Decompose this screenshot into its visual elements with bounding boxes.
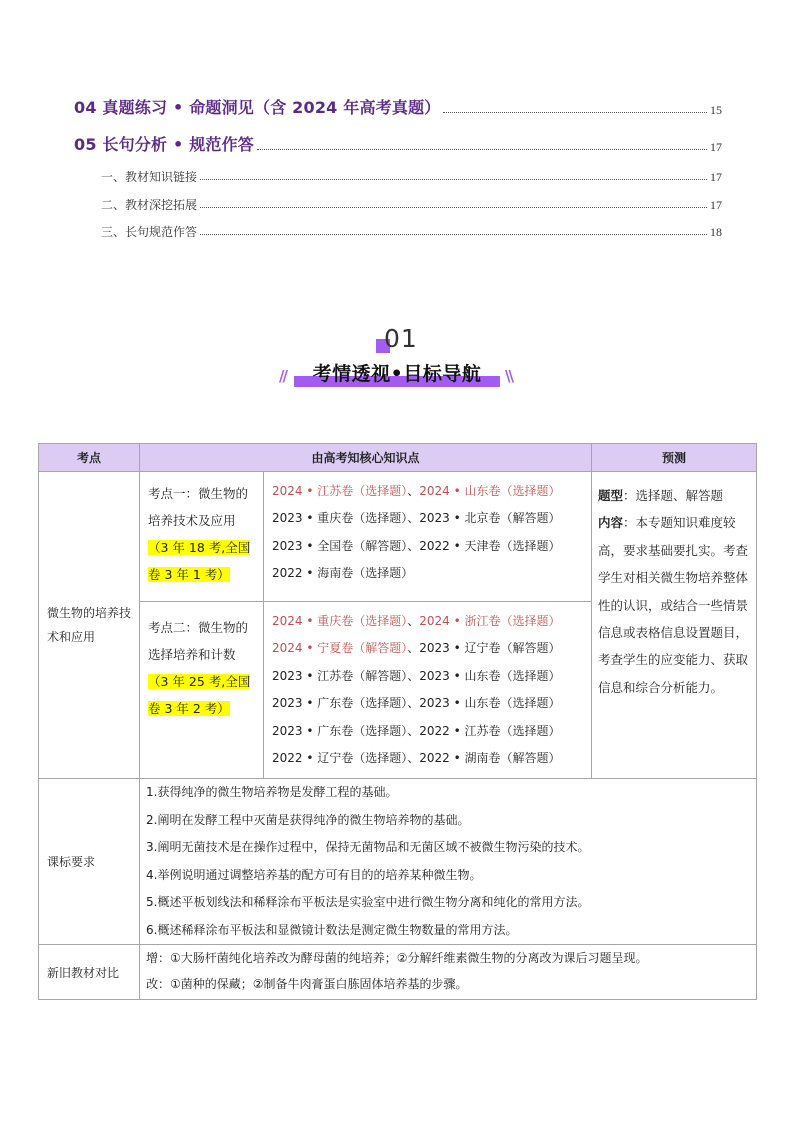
exam-line: [272, 533, 591, 560]
prediction-type-label: 题型: [598, 488, 624, 503]
exam-entry: 2022 • 海南卷（选择题）: [272, 566, 414, 581]
toc-page-number: 17: [710, 170, 722, 184]
toc-subentry-3[interactable]: [101, 223, 722, 240]
toc-subentry-2[interactable]: [101, 196, 722, 213]
compare-list: [140, 945, 757, 1000]
table-header-row: [39, 444, 757, 472]
toc-leader-dots: [443, 111, 707, 113]
list-item: 3.阐明无菌技术是在操作过程中，保持无菌物品和无菌区域不被微生物污染的技术。: [146, 840, 590, 855]
toc-leader-dots: [200, 178, 707, 180]
exam-entry-new: 2024 • 宁夏卷（解答题）: [272, 641, 408, 656]
exam-line: [272, 478, 591, 505]
toc-entry-label: 一、教材知识链接: [101, 170, 198, 184]
list-item: 改：①菌种的保藏；②制备牛肉膏蛋白胨固体培养基的步骤。: [146, 977, 468, 992]
list-item: 2.阐明在发酵工程中灭菌是获得纯净的微生物培养物的基础。: [146, 812, 470, 827]
toc-page-number: 17: [710, 140, 722, 154]
toc-page-number: 15: [710, 103, 722, 117]
prediction-content-label: 内容: [598, 515, 624, 531]
list-item: 6.概述稀释涂布平板法和显微镜计数法是测定微生物数量的常用方法。: [146, 922, 518, 937]
exam-line: [272, 663, 591, 690]
exam-entry: 2022 • 辽宁卷（选择题）、2022 • 湖南卷（解答题）: [272, 751, 561, 766]
topic-cell: 微生物的培养技术和应用: [39, 472, 140, 779]
section-title: 考情透视•目标导航: [312, 363, 482, 385]
exam-entry: 2023 • 江苏卷（解答题）、2023 • 山东卷（选择题）: [272, 668, 561, 683]
exam-entry: 2023 • 广东卷（选择题）、2023 • 山东卷（选择题）: [272, 696, 561, 711]
exam-line: [272, 690, 591, 717]
header-core-knowledge: 由高考知核心知识点: [140, 444, 592, 472]
standards-list: [140, 779, 757, 945]
exam-analysis-table: [38, 443, 757, 1000]
point-title: 考点二：微生物的选择培养和计数: [148, 620, 249, 662]
header-prediction: 预测: [592, 444, 757, 472]
toc-entry-label: 05 长句分析 • 规范作答: [74, 135, 255, 154]
left-slash-decoration: //: [279, 367, 286, 385]
point-cell: [140, 472, 264, 602]
exam-entry-new: 2024 • 山东卷（选择题）: [419, 484, 561, 498]
list-item: 5.概述平板划线法和稀释涂布平板法是实验室中进行微生物分离和纯化的常用方法。: [146, 895, 590, 910]
list-item: 增：①大肠杆菌纯化培养改为酵母菌的纯培养；②分解纤维素微生物的分离改为课后习题呈现。: [146, 951, 648, 966]
right-slash-decoration: \\: [505, 367, 512, 385]
table-row: [39, 945, 757, 1000]
header-topic: 考点: [39, 444, 140, 472]
toc-page-number: 17: [710, 198, 722, 212]
exam-entry: 2023 • 广东卷（选择题）、2022 • 江苏卷（选择题）: [272, 723, 561, 738]
exam-line: [272, 745, 591, 772]
toc-entry-label: 04 真题练习 • 命题洞见（含 2024 年高考真题）: [74, 98, 441, 117]
point-cell: [140, 602, 264, 779]
toc-entry-05[interactable]: [74, 132, 722, 155]
point-frequency-highlight: （3 年 18 考,全国卷 3 年 1 考）: [148, 540, 251, 582]
list-item: 4.举例说明通过调整培养基的配方可有目的的培养某种微生物。: [146, 867, 482, 882]
table-row: [39, 779, 757, 945]
toc-leader-dots: [257, 148, 707, 150]
standards-label: 课标要求: [39, 779, 140, 945]
prediction-content-text: ：本专题知识难度较高，要求基础要扎实。考查学生对相关微生物培养整体性的认识，或结合一些情景信息或表格信息设置题目，考查学生的应变能力、获取信息和综合分析能力。: [598, 515, 749, 695]
compare-label: 新旧教材对比: [39, 945, 140, 1000]
prediction-cell: [592, 472, 757, 779]
exam-entry: 、: [407, 614, 420, 628]
prediction-type-text: ：选择题、解答题: [623, 488, 724, 503]
exam-entry: 2023 • 重庆卷（选择题）、2023 • 北京卷（解答题）: [272, 511, 561, 526]
exam-entry-new: 2024 • 浙江卷（选择题）: [419, 614, 561, 628]
table-row: [39, 472, 757, 602]
exam-entry: 2023 • 全国卷（解答题）、2022 • 天津卷（选择题）: [272, 538, 561, 553]
exam-line: [272, 718, 591, 745]
exam-list: [264, 472, 592, 602]
toc-entry-label: 三、长句规范作答: [101, 225, 198, 239]
exam-line: [272, 560, 591, 587]
toc-leader-dots: [200, 233, 707, 235]
section-number: 01: [384, 324, 418, 353]
toc-entry-04[interactable]: [74, 95, 722, 118]
toc-subentry-1[interactable]: [101, 168, 722, 185]
list-item: 1.获得纯净的微生物培养物是发酵工程的基础。: [146, 785, 398, 800]
exam-entry: 、: [407, 484, 420, 498]
exam-entry: 、2023 • 辽宁卷（解答题）: [407, 641, 561, 656]
point-frequency-highlight: （3 年 25 考,全国卷 3 年 2 考）: [148, 674, 251, 716]
toc-page-number: 18: [710, 225, 722, 239]
exam-line: [272, 505, 591, 532]
exam-list: [264, 602, 592, 779]
exam-line: [272, 608, 591, 635]
exam-entry-new: 2024 • 重庆卷（选择题）: [272, 614, 408, 628]
toc-leader-dots: [200, 206, 707, 208]
exam-line: [272, 635, 591, 662]
exam-entry-new: 2024 • 江苏卷（选择题）: [272, 484, 408, 498]
point-title: 考点一：微生物的培养技术及应用: [148, 486, 249, 528]
toc-entry-label: 二、教材深挖拓展: [101, 198, 198, 212]
